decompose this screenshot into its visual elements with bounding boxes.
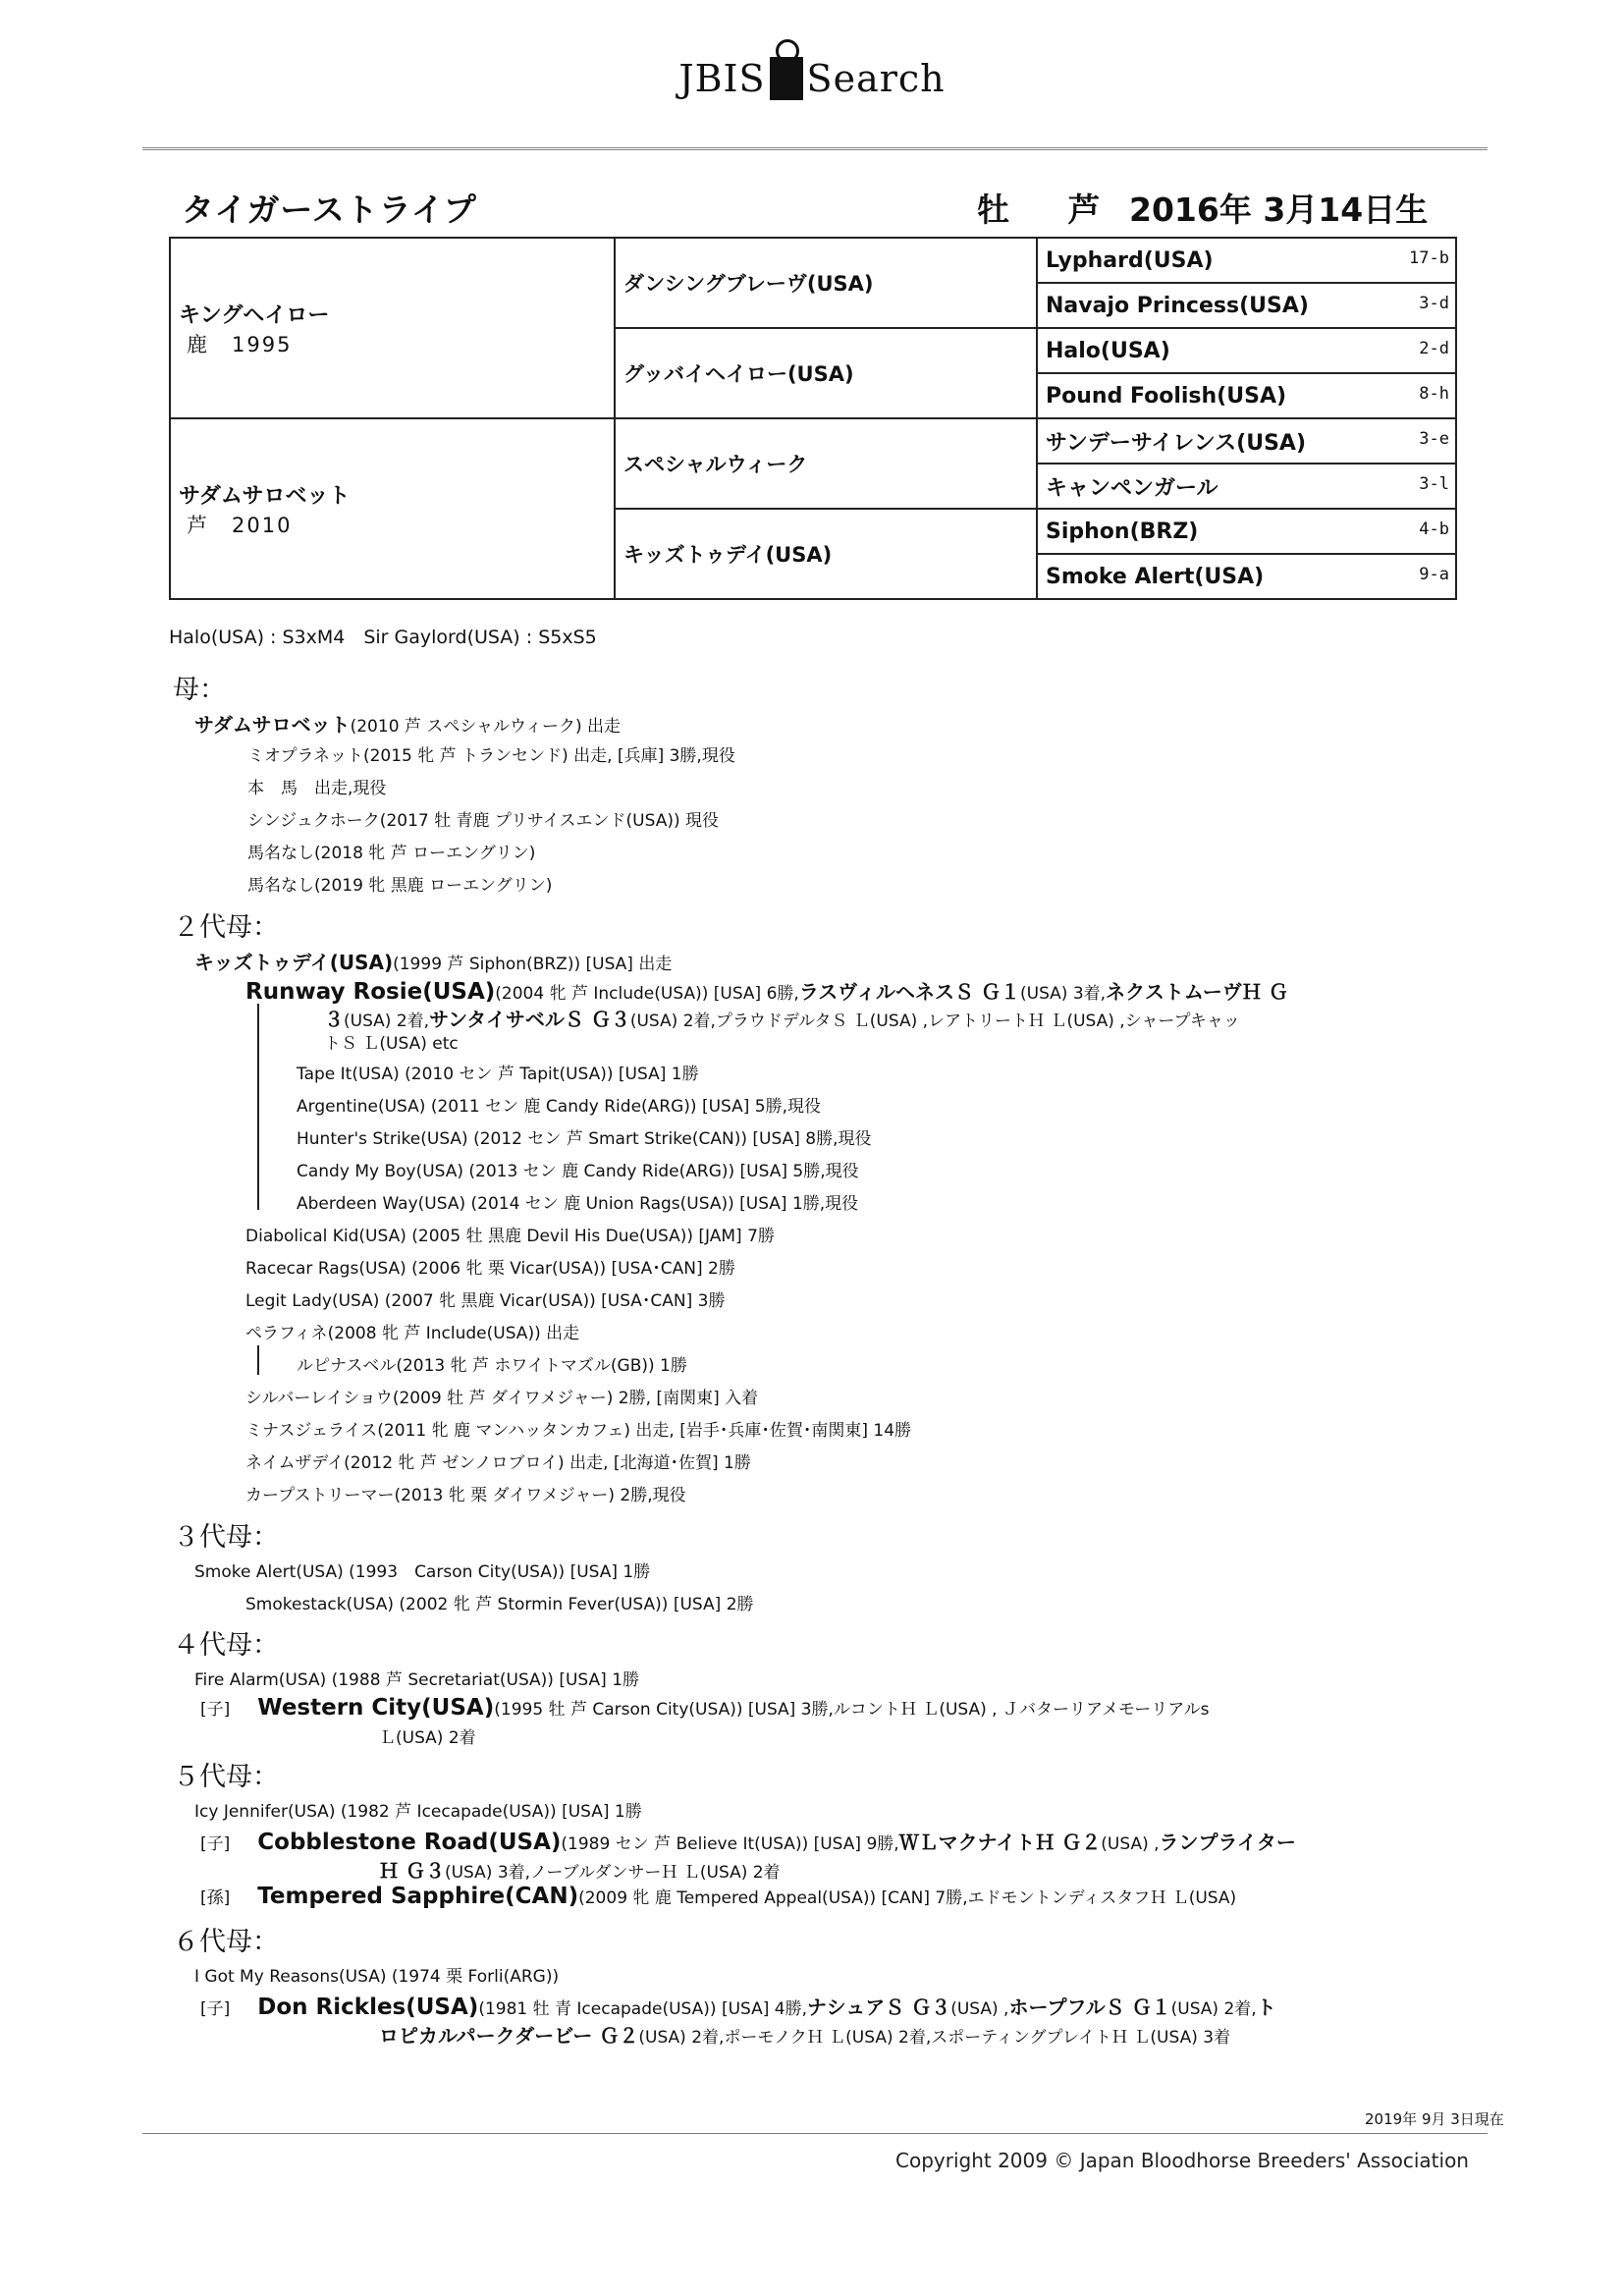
family-line: Argentine(USA) (2011 セン 鹿 Candy Ride(ARG)) [USA] 5勝,現役 bbox=[297, 1097, 822, 1117]
horse-sex-color: 牡 芦 bbox=[977, 191, 1124, 229]
inbreeding-note: Halo(USA) : S3xM4 Sir Gaylord(USA) : S5xS5 bbox=[169, 627, 597, 648]
dam-info: 芦 2010 bbox=[187, 513, 293, 537]
family-line: ネイムザデイ(2012 牝 芦 ゼンノロブロイ) 出走, [北海道･佐賀] 1勝 bbox=[245, 1453, 751, 1473]
family-line: Aberdeen Way(USA) (2014 セン 鹿 Union Rags(USA)) [USA] 1勝,現役 bbox=[297, 1194, 859, 1214]
pedigree-gen3-cell: Siphon(BRZ) 4-b bbox=[1037, 509, 1456, 554]
jbis-search-logo bbox=[678, 57, 945, 100]
pedigree-gen3-cell: Pound Foolish(USA) 8-h bbox=[1037, 373, 1456, 418]
horse-title-row bbox=[182, 185, 1438, 228]
family-line: [子] Don Rickles(USA)(1981 牡 青 Icecapade(USA)) [USA] 4勝,ナシュアＳ Ｇ３(USA) ,ホープフルＳ Ｇ１(USA) 2着,ト bbox=[200, 1995, 1276, 2020]
family-line: ペラフィネ(2008 牝 芦 Include(USA)) 出走 bbox=[245, 1324, 580, 1343]
as-of-date: 2019年 9月 3日現在 bbox=[1365, 2110, 1504, 2128]
family-line: Legit Lady(USA) (2007 牝 黒鹿 Vicar(USA)) [USA･CAN] 3勝 bbox=[245, 1291, 726, 1311]
family-line: [孫] Tempered Sapphire(CAN)(2009 牝 鹿 Tempered Appeal(USA)) [CAN] 7勝,エドモントンディスタフＨ Ｌ(USA) bbox=[200, 1884, 1237, 1909]
family-line: ミナスジェライス(2011 牝 鹿 マンハッタンカフェ) 出走, [岩手･兵庫･佐賀･南関東] 14勝 bbox=[245, 1421, 912, 1441]
section-gen6: ６代母： bbox=[173, 1927, 279, 1957]
family-line: シンジュクホーク(2017 牡 青鹿 プリサイスエンド(USA)) 現役 bbox=[247, 811, 720, 831]
family-line: サダムサロベット(2010 芦 スペシャルウィーク) 出走 bbox=[194, 713, 621, 737]
copyright: Copyright 2009 © Japan Bloodhorse Breeders' Association bbox=[895, 2149, 1469, 2172]
pedigree-table bbox=[169, 237, 1457, 600]
header-rule bbox=[142, 147, 1488, 150]
logo-horse-icon bbox=[770, 57, 803, 100]
family-line: シルバーレイショウ(2009 牡 芦 ダイワメジャー) 2勝, [南関東] 入着 bbox=[245, 1389, 759, 1408]
descendant-bar bbox=[257, 1345, 259, 1375]
pedigree-gen2-cell: ダンシングブレーヴ(USA) bbox=[615, 238, 1037, 328]
family-line: カープストリーマー(2013 牝 栗 ダイワメジャー) 2勝,現役 bbox=[245, 1486, 686, 1505]
logo-text-right: Search bbox=[806, 57, 946, 100]
section-gen5: ５代母： bbox=[173, 1762, 279, 1792]
family-line: Icy Jennifer(USA) (1982 芦 Icecapade(USA)) [USA] 1勝 bbox=[194, 1802, 642, 1822]
family-line: 馬名なし(2019 牝 黒鹿 ローエングリン) bbox=[247, 876, 553, 896]
family-line: Runway Rosie(USA)(2004 牝 芦 Include(USA)) [USA] 6勝,ラスヴィルヘネスＳ Ｇ１(USA) 3着,ネクストムーヴＨ Ｇ bbox=[245, 979, 1288, 1005]
section-gen4: ４代母： bbox=[173, 1630, 279, 1661]
logo-text-left: JBIS bbox=[678, 57, 766, 100]
family-line: 本 馬 出走,現役 bbox=[247, 779, 387, 798]
pedigree-gen3-cell: Lyphard(USA) 17-b bbox=[1037, 238, 1456, 283]
family-line: Diabolical Kid(USA) (2005 牡 黒鹿 Devil His Due(USA)) [JAM] 7勝 bbox=[245, 1227, 775, 1246]
sire-name: キングヘイロー bbox=[179, 302, 330, 328]
family-line: Fire Alarm(USA) (1988 芦 Secretariat(USA)) [USA] 1勝 bbox=[194, 1670, 640, 1690]
dam-cell bbox=[170, 418, 615, 599]
family-line: キッズトゥデイ(USA)(1999 芦 Siphon(BRZ)) [USA] 出走 bbox=[194, 951, 673, 974]
family-line: [子] Western City(USA)(1995 牡 芦 Carson City(USA)) [USA] 3勝,ルコントＨ Ｌ(USA) , Ｊバターリアメモーリアルs bbox=[200, 1695, 1210, 1721]
family-line: [子] Cobblestone Road(USA)(1989 セン 芦 Believe It(USA)) [USA] 9勝,ＷＬマクナイトＨ Ｇ２(USA) ,ランプライター bbox=[200, 1830, 1296, 1855]
dam-name: サダムサロベット bbox=[179, 483, 351, 509]
family-line: I Got My Reasons(USA) (1974 栗 Forli(ARG)) bbox=[194, 1967, 560, 1987]
pedigree-gen3-cell: キャンペンガール 3-l bbox=[1037, 464, 1456, 509]
family-line: ロピカルパークダービー Ｇ２(USA) 2着,ポーモノクＨ Ｌ(USA) 2着,スポーティングプレイトＨ Ｌ(USA) 3着 bbox=[379, 2024, 1231, 2048]
family-line: Hunter's Strike(USA) (2012 セン 芦 Smart Strike(CAN)) [USA] 8勝,現役 bbox=[297, 1129, 872, 1149]
family-line: ３(USA) 2着,サンタイサベルＳ Ｇ３(USA) 2着,プラウドデルタＳ Ｌ(USA) ,レアトリートＨ Ｌ(USA) ,シャープキャッ bbox=[324, 1008, 1240, 1031]
pedigree-gen3-cell: サンデーサイレンス(USA) 3-e bbox=[1037, 418, 1456, 464]
section-gen3: ３代母： bbox=[173, 1522, 279, 1553]
sire-cell bbox=[170, 238, 615, 418]
family-line: Racecar Rags(USA) (2006 牝 栗 Vicar(USA)) [USA･CAN] 2勝 bbox=[245, 1259, 735, 1279]
family-line: Candy My Boy(USA) (2013 セン 鹿 Candy Ride(ARG)) [USA] 5勝,現役 bbox=[297, 1162, 859, 1181]
family-line: 馬名なし(2018 牝 芦 ローエングリン) bbox=[247, 844, 536, 863]
section-dam: 母： bbox=[173, 675, 226, 705]
page-header bbox=[0, 57, 1624, 100]
family-line: ルピナスベル(2013 牝 芦 ホワイトマズル(GB)) 1勝 bbox=[297, 1356, 687, 1376]
footer-rule bbox=[142, 2133, 1488, 2134]
family-line: ミオプラネット(2015 牝 芦 トランセンド) 出走, [兵庫] 3勝,現役 bbox=[247, 746, 735, 766]
family-line: Smoke Alert(USA) (1993 Carson City(USA)) [USA] 1勝 bbox=[194, 1562, 651, 1582]
pedigree-gen2-cell: キッズトゥデイ(USA) bbox=[615, 509, 1037, 599]
pedigree-gen2-cell: スペシャルウィーク bbox=[615, 418, 1037, 509]
section-gen2: ２代母： bbox=[173, 912, 279, 943]
pedigree-gen3-cell: Smoke Alert(USA) 9-a bbox=[1037, 554, 1456, 599]
sire-info: 鹿 1995 bbox=[187, 332, 293, 356]
family-line: Smokestack(USA) (2002 牝 芦 Stormin Fever(USA)) [USA] 2勝 bbox=[245, 1595, 754, 1614]
family-line: トＳ Ｌ(USA) etc bbox=[324, 1034, 459, 1054]
descendant-bar bbox=[257, 1004, 259, 1210]
horse-name: タイガーストライプ bbox=[182, 191, 477, 229]
pedigree-gen3-cell: Halo(USA) 2-d bbox=[1037, 328, 1456, 373]
pedigree-gen3-cell: Navajo Princess(USA) 3-d bbox=[1037, 283, 1456, 328]
pedigree-gen2-cell: グッバイヘイロー(USA) bbox=[615, 328, 1037, 418]
family-line: Tape It(USA) (2010 セン 芦 Tapit(USA)) [USA] 1勝 bbox=[297, 1065, 699, 1084]
family-line: Ｌ(USA) 2着 bbox=[379, 1728, 476, 1748]
family-line: Ｈ Ｇ３(USA) 3着,ノーブルダンサーＨ Ｌ(USA) 2着 bbox=[379, 1859, 781, 1883]
horse-birth-date: 2016年 3月14日生 bbox=[1129, 191, 1429, 229]
